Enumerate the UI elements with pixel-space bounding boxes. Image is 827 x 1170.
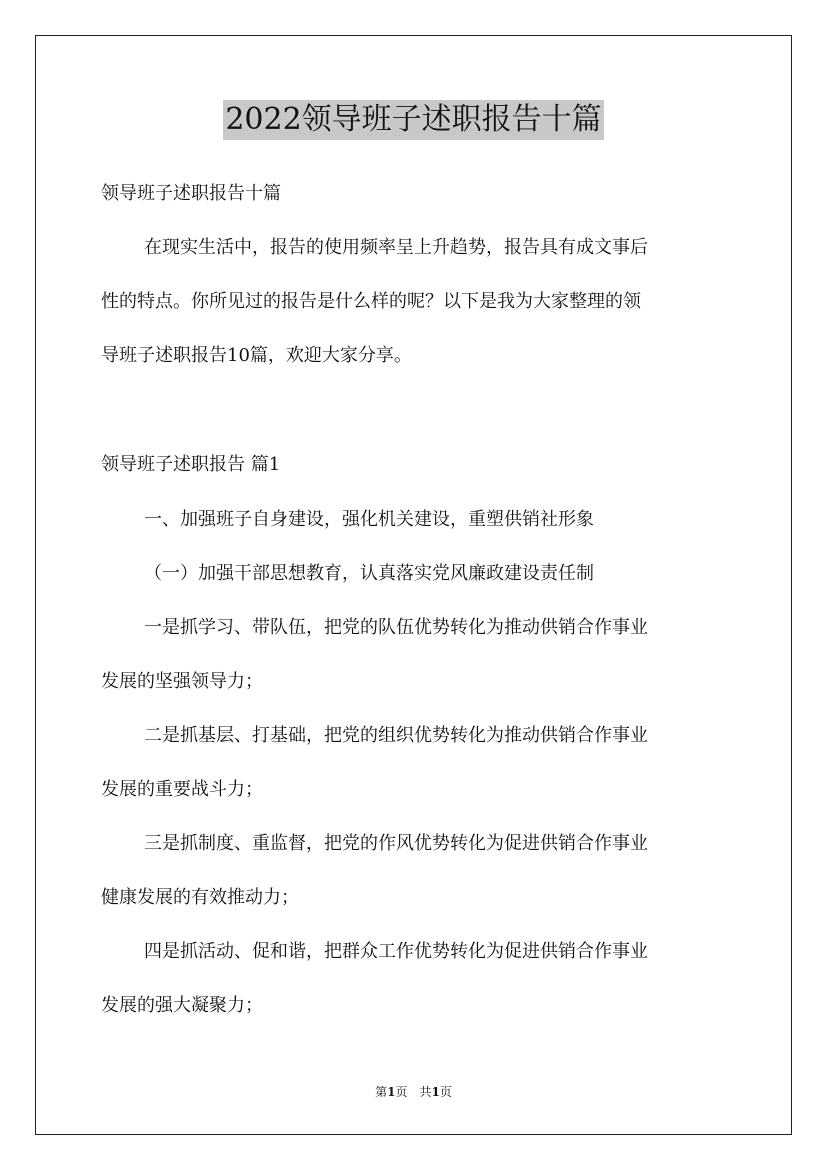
footer-page-prefix: 第 — [375, 1085, 388, 1099]
footer-page-suffix: 页 — [439, 1085, 452, 1099]
intro-line-1: 在现实生活中，报告的使用频率呈上升趋势，报告具有成文事后 — [144, 237, 648, 258]
footer-page-mid: 页 共 — [395, 1085, 432, 1099]
title-wrap — [0, 100, 827, 140]
document-subtitle: 领导班子述职报告十篇 — [101, 183, 281, 204]
body-line-4: 发展的坚强领导力； — [101, 671, 263, 692]
intro-line-2: 性的特点。你所见过的报告是什么样的呢？以下是我为大家整理的领 — [101, 291, 641, 312]
footer-page-total: 1 — [431, 1085, 440, 1099]
body-line-6: 发展的重要战斗力； — [101, 779, 263, 800]
body-line-3: 一是抓学习、带队伍，把党的队伍优势转化为推动供销合作事业 — [144, 617, 648, 638]
body-line-2: （一）加强干部思想教育，认真落实党风廉政建设责任制 — [144, 563, 594, 584]
document-title: 2022领导班子述职报告十篇 — [223, 100, 603, 140]
body-line-8: 健康发展的有效推动力； — [101, 887, 299, 908]
body-line-7: 三是抓制度、重监督，把党的作风优势转化为促进供销合作事业 — [144, 833, 648, 854]
page-footer — [0, 1084, 827, 1100]
body-line-9: 四是抓活动、促和谐，把群众工作优势转化为促进供销合作事业 — [144, 941, 648, 962]
intro-line-3: 导班子述职报告10篇，欢迎大家分享。 — [101, 345, 412, 366]
section-heading: 领导班子述职报告 篇1 — [101, 454, 281, 475]
body-line-5: 二是抓基层、打基础，把党的组织优势转化为推动供销合作事业 — [144, 725, 648, 746]
footer-page-number: 1 — [387, 1085, 396, 1099]
body-line-1: 一、加强班子自身建设，强化机关建设，重塑供销社形象 — [144, 509, 594, 530]
body-line-10: 发展的强大凝聚力； — [101, 995, 263, 1016]
